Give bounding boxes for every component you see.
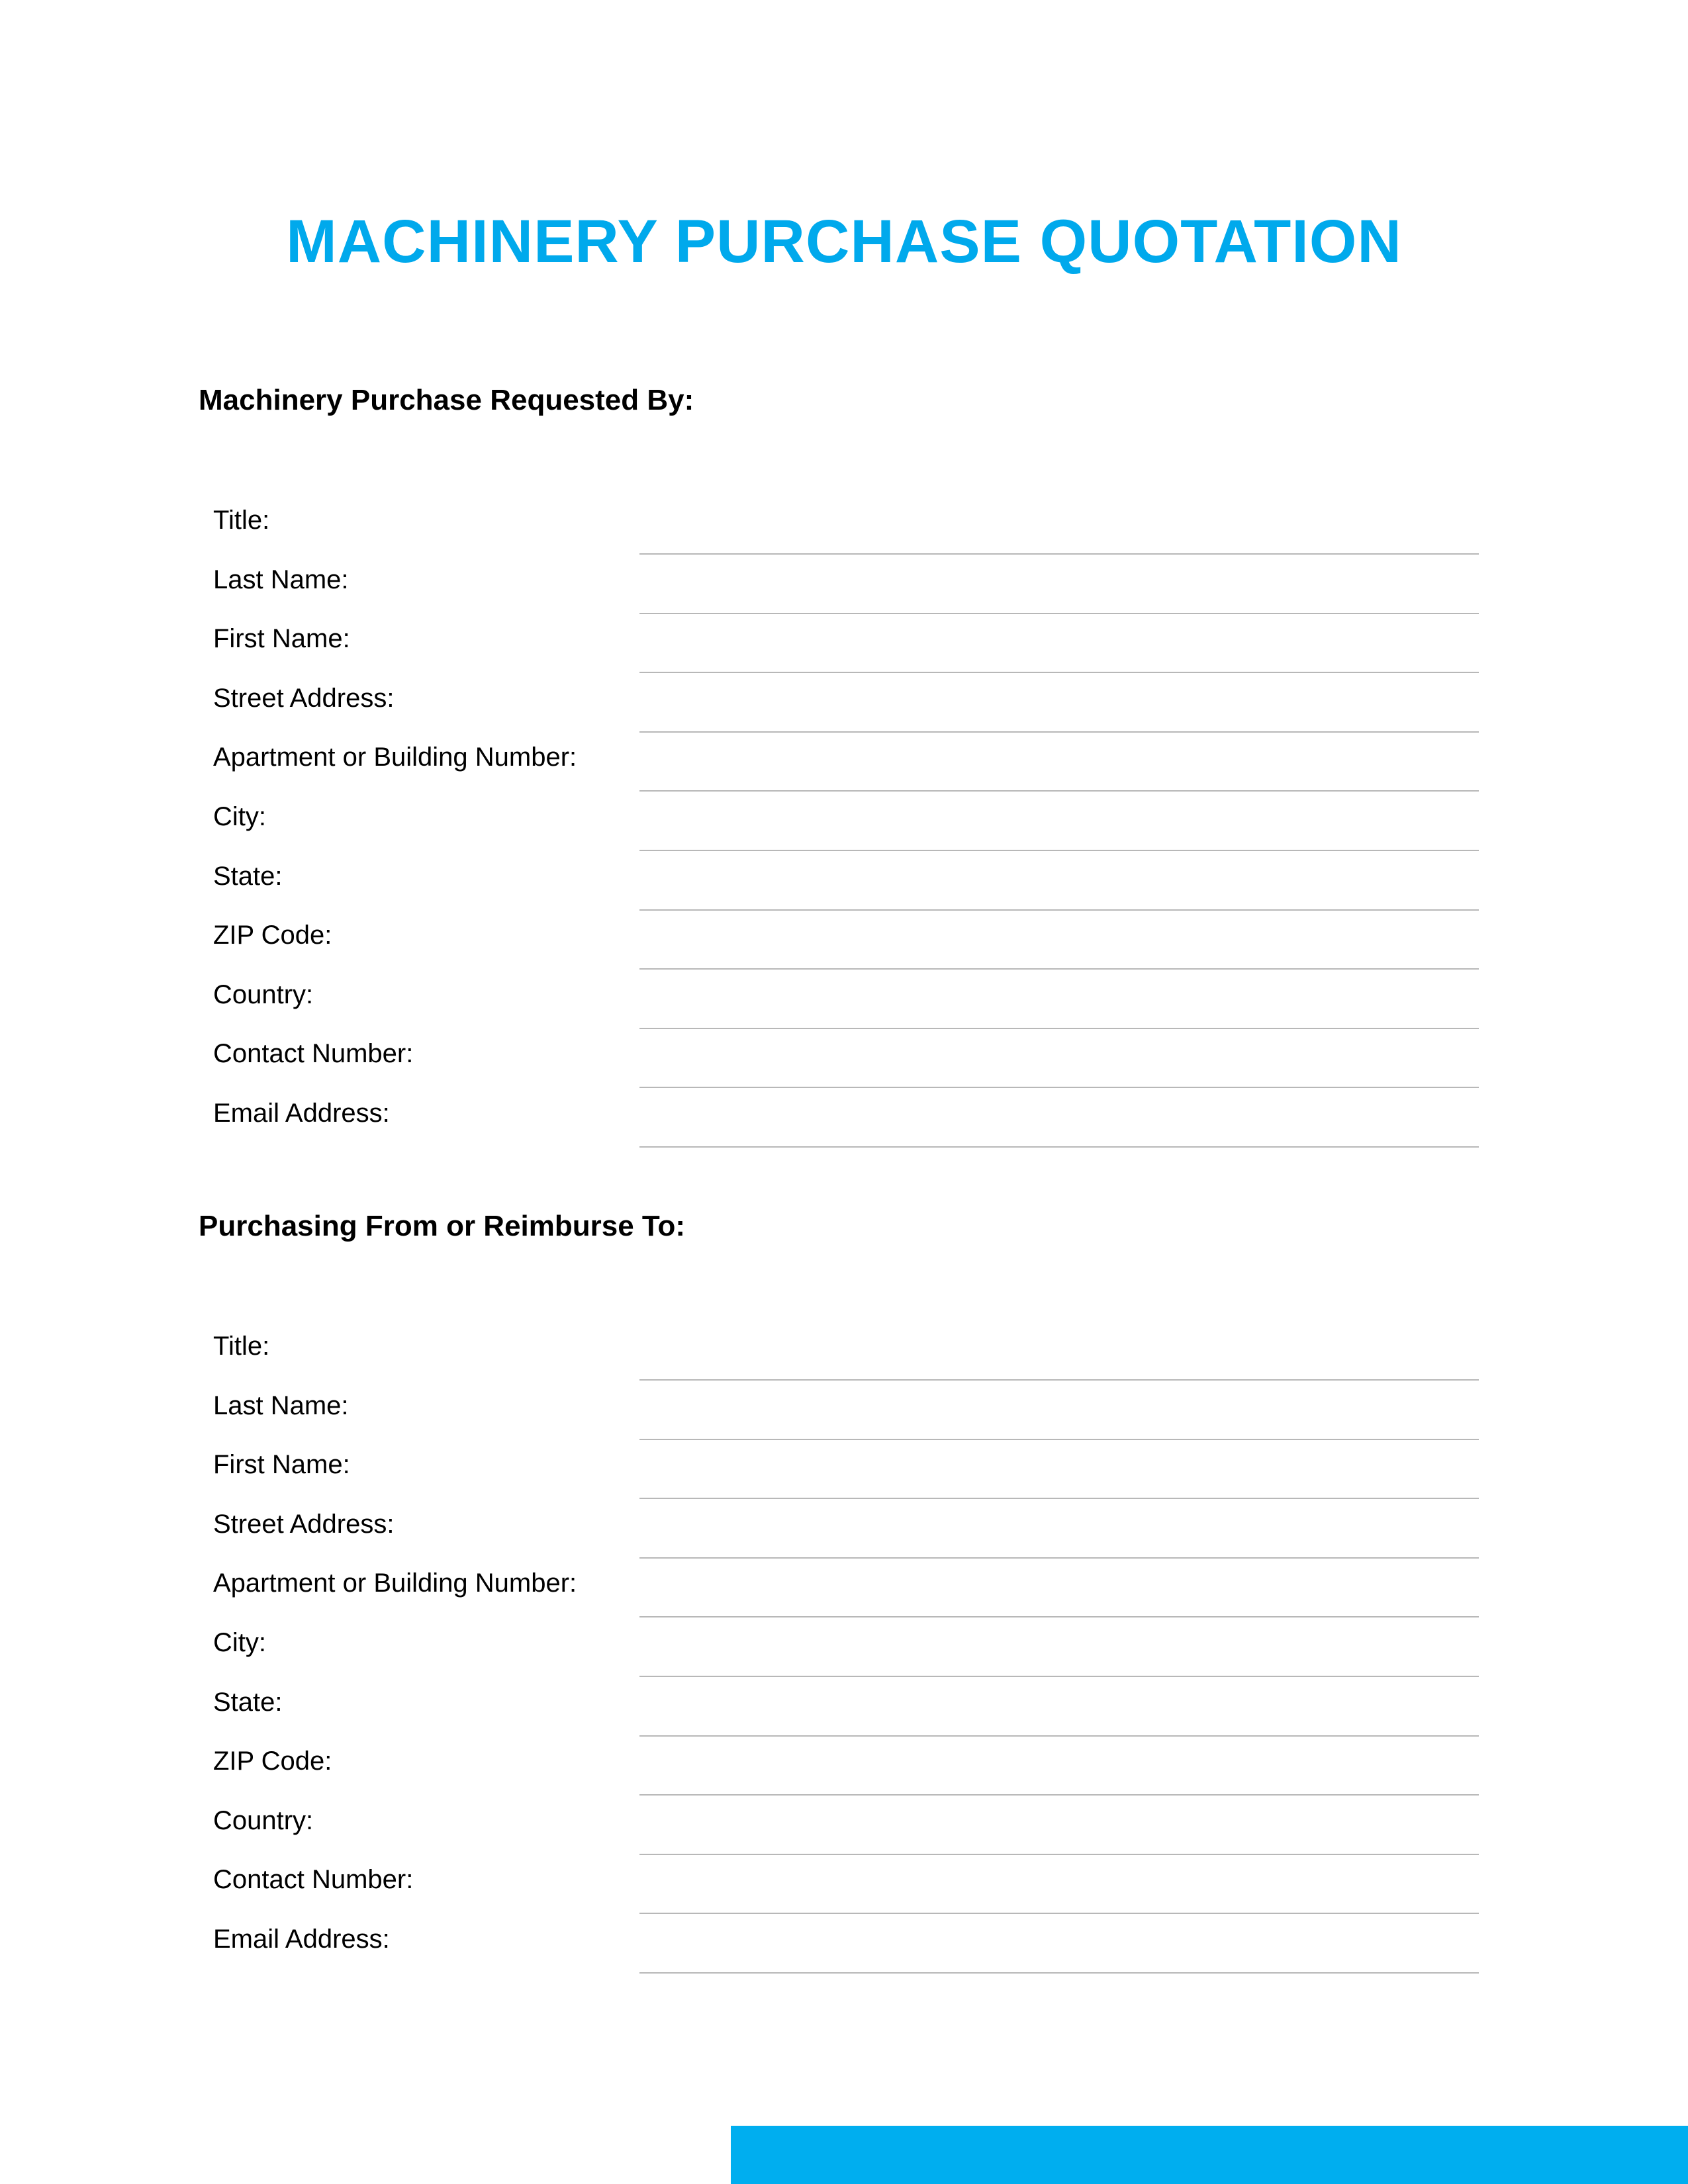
zip-code-field[interactable] [639, 1737, 1479, 1796]
country-field[interactable] [639, 1797, 1479, 1855]
field-row-city [199, 1619, 1476, 1678]
field-label: State: [213, 1687, 283, 1717]
document-title: MACHINERY PURCHASE QUOTATION [286, 208, 1402, 275]
field-label: First Name: [213, 1450, 350, 1480]
contact-number-field[interactable] [639, 1856, 1479, 1914]
field-label: Contact Number: [213, 1039, 414, 1069]
field-row-title [199, 1322, 1476, 1382]
field-label: Country: [213, 979, 314, 1009]
field-row-contact-number [199, 1030, 1476, 1089]
first-name-field[interactable] [639, 1441, 1479, 1499]
field-label: Street Address: [213, 683, 395, 713]
email-address-field[interactable] [639, 1089, 1479, 1148]
field-label: City: [213, 801, 266, 831]
field-row-zip-code [199, 1737, 1476, 1797]
field-row-contact-number [199, 1856, 1476, 1915]
field-row-email-address [199, 1089, 1476, 1149]
field-row-country [199, 1797, 1476, 1856]
field-row-state [199, 1678, 1476, 1738]
field-row-email-address [199, 1915, 1476, 1975]
field-row-zip-code [199, 911, 1476, 971]
field-row-city [199, 793, 1476, 852]
field-row-last-name [199, 1382, 1476, 1441]
country-field[interactable] [639, 971, 1479, 1029]
field-label: Last Name: [213, 565, 349, 594]
field-label: Title: [213, 506, 270, 535]
title-field[interactable] [639, 496, 1479, 555]
field-label: City: [213, 1627, 266, 1657]
field-label: First Name: [213, 624, 350, 654]
field-label: State: [213, 861, 283, 891]
state-field[interactable] [639, 1678, 1479, 1737]
field-row-first-name [199, 615, 1476, 674]
apartment-number-field[interactable] [639, 1559, 1479, 1617]
last-name-field[interactable] [639, 1382, 1479, 1440]
city-field[interactable] [639, 793, 1479, 851]
field-row-street-address [199, 1500, 1476, 1560]
street-address-field[interactable] [639, 1500, 1479, 1559]
email-address-field[interactable] [639, 1915, 1479, 1974]
street-address-field[interactable] [639, 674, 1479, 733]
city-field[interactable] [639, 1619, 1479, 1677]
field-label: Contact Number: [213, 1865, 414, 1895]
purchasing-from-fields [199, 1322, 1476, 1975]
field-row-state [199, 852, 1476, 912]
field-label: Email Address: [213, 1098, 390, 1128]
purchasing-from-section [199, 1197, 1476, 1975]
first-name-field[interactable] [639, 615, 1479, 673]
field-label: Street Address: [213, 1509, 395, 1539]
field-label: Email Address: [213, 1924, 390, 1954]
field-label: Title: [213, 1332, 270, 1361]
field-row-first-name [199, 1441, 1476, 1500]
title-field[interactable] [639, 1322, 1479, 1381]
state-field[interactable] [639, 852, 1479, 911]
field-label: ZIP Code: [213, 921, 332, 950]
requested-by-fields [199, 496, 1476, 1149]
field-label: Last Name: [213, 1390, 349, 1420]
requested-by-section [199, 371, 1476, 1149]
zip-code-field[interactable] [639, 911, 1479, 970]
field-row-country [199, 971, 1476, 1030]
field-row-title [199, 496, 1476, 556]
field-label: ZIP Code: [213, 1747, 332, 1776]
field-label: Apartment or Building Number: [213, 1569, 577, 1598]
apartment-number-field[interactable] [639, 733, 1479, 792]
footer-accent-bar [731, 2126, 1688, 2184]
field-row-apartment-number [199, 733, 1476, 793]
field-label: Country: [213, 1805, 314, 1835]
field-row-street-address [199, 674, 1476, 734]
section-heading-purchasing-from: Purchasing From or Reimburse To: [199, 1210, 686, 1242]
field-row-last-name [199, 556, 1476, 615]
last-name-field[interactable] [639, 556, 1479, 614]
field-label: Apartment or Building Number: [213, 743, 577, 772]
contact-number-field[interactable] [639, 1030, 1479, 1088]
field-row-apartment-number [199, 1559, 1476, 1619]
section-heading-requested-by: Machinery Purchase Requested By: [199, 384, 694, 416]
